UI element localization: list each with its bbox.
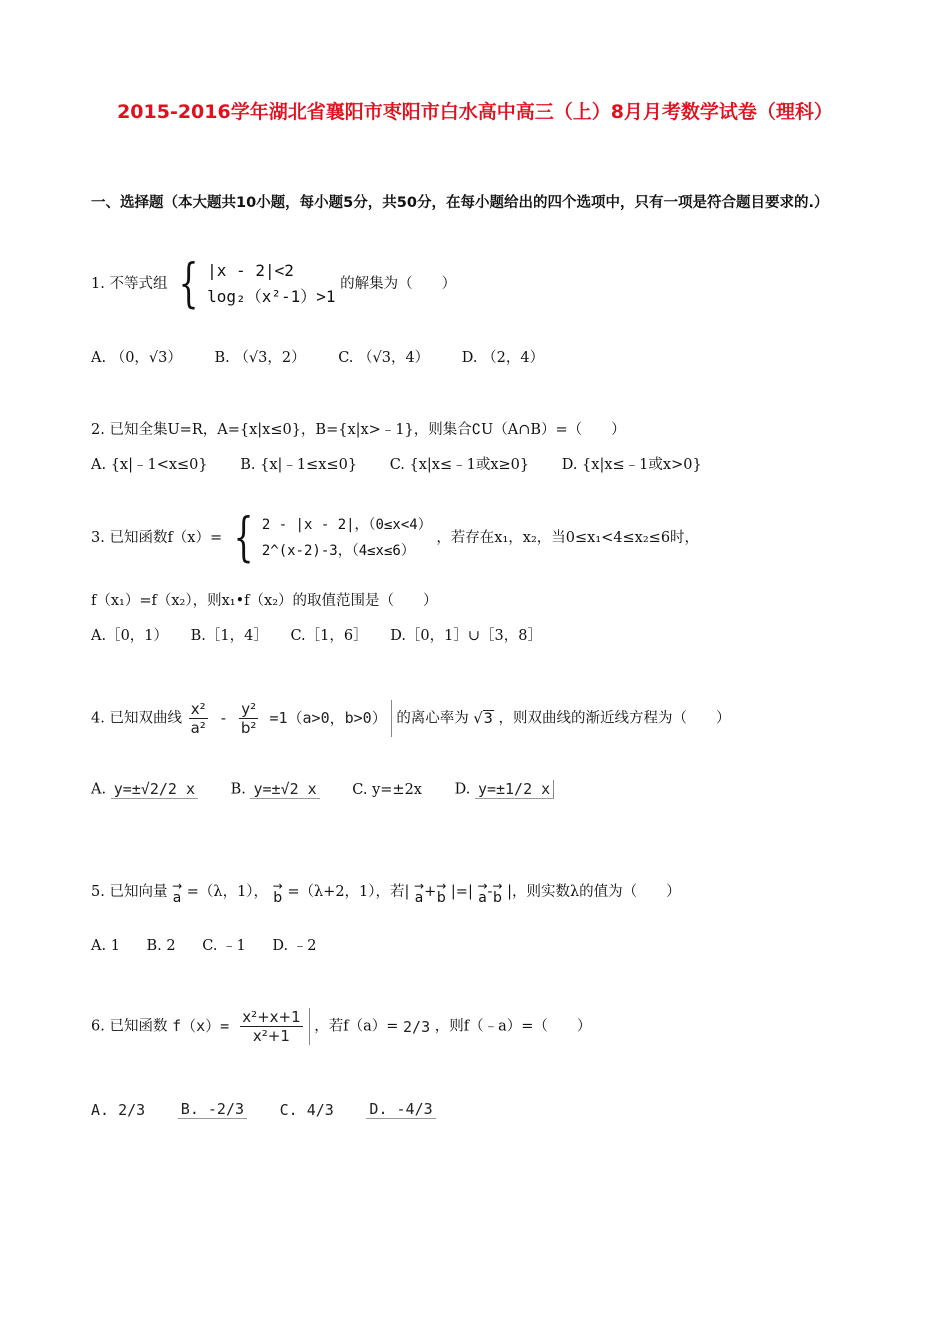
q1-option-a: A. （0，√3） <box>91 350 182 366</box>
q3-line2: f（x₁）=f（x₂），则x₁•f（x₂）的取值范围是（ ） <box>91 593 438 609</box>
q3-option-b: B.［1，4］ <box>190 628 268 644</box>
q1-option-b: B. （√3，2） <box>214 350 306 366</box>
q5-b-def: =（λ+2，1），若| <box>287 884 410 900</box>
q5-option-d: D. ﹣2 <box>272 938 317 954</box>
q2-option-b: B. {x|﹣1≤x≤0} <box>240 457 358 473</box>
q4-option-d-label: D. <box>454 781 471 798</box>
q6-option-c: C. 4/3 <box>279 1100 334 1119</box>
q4-option-c: C. y=±2x <box>352 781 422 798</box>
question-2: 2. 已知全集U=R，A={x|x≤0}，B={x|x>﹣1}，则集合∁U（A∩B）=（ ） <box>91 422 626 438</box>
q3-option-a: A.［0，1） <box>91 628 169 644</box>
q4-mid: 的离心率为 <box>396 710 469 727</box>
q2-option-a: A. {x|﹣1<x≤0} <box>91 457 208 473</box>
q2-option-d: D. {x|x≤﹣1或x>0} <box>561 457 702 473</box>
vector-b-icon: → b <box>436 879 447 906</box>
q2-option-c: C. {x|x≤﹣1或x≥0} <box>389 457 530 473</box>
q3-option-d: D.［0，1］∪［3，8］ <box>390 628 542 644</box>
q3-piecewise <box>227 508 432 568</box>
section-heading: 一、选择题（本大题共10小题，每小题5分，共50分，在每小题给出的四个选项中，只有一项是符合题目要求的.） <box>91 195 829 211</box>
q5-option-c: C. ﹣1 <box>202 938 246 954</box>
left-brace-icon: { <box>233 508 254 568</box>
question-5: 5. 已知向量 → a =（λ，1）， → b =（λ+2，1），若| → a + → b |=| → a - → b |，则实数λ的值为（ ） <box>91 879 681 906</box>
q5-a-def: =（λ，1）， <box>186 884 269 900</box>
q5-suffix: |，则实数λ的值为（ ） <box>507 884 681 900</box>
left-brace-icon: { <box>178 254 199 314</box>
q5-option-b: B. 2 <box>146 938 176 954</box>
exam-title: 2015-2016学年湖北省襄阳市枣阳市白水高中高三（上）8月月考数学试卷（理科） <box>117 101 833 123</box>
q1-row1: |x - 2|<2 <box>207 261 294 280</box>
q4-options <box>91 780 554 799</box>
q4-prefix: 4. 已知双曲线 <box>91 710 182 727</box>
q5-options <box>91 934 344 955</box>
q6-prefix: 6. 已知函数 <box>91 1018 168 1035</box>
q6-value: 2/3 <box>403 1017 431 1036</box>
q3-options <box>91 624 570 645</box>
question-4 <box>91 700 731 737</box>
q1-suffix: 的解集为（ ） <box>340 276 457 292</box>
q4-option-d: y=±1/2 x <box>475 780 554 799</box>
q4-ecc: √3 <box>473 710 493 727</box>
vector-a-icon: → a <box>172 879 183 906</box>
question-3 <box>91 508 700 568</box>
q6-option-d: D. -4/3 <box>366 1100 435 1119</box>
vector-b-icon: → b <box>272 879 283 906</box>
q4-eq-cond: =1（a>0，b>0） <box>269 709 387 727</box>
vector-a-icon: → a <box>477 879 488 906</box>
q1-system <box>172 254 336 314</box>
q5-eq: |=| <box>450 884 473 900</box>
q6-option-a: A. 2/3 <box>91 1100 146 1119</box>
q4-hyperbola-eq: $\frac{\text{x²}}{\text{a²}}$ - $\frac{\text{y²}}{\text{b²}}$ =1（a>0，b>0） <box>187 700 392 737</box>
question-1 <box>91 254 457 314</box>
q6-options <box>91 1100 464 1119</box>
q6-suffix: ，则f（﹣a）=（ ） <box>434 1018 592 1035</box>
q1-option-d: D. （2，4） <box>461 350 545 366</box>
question-6 <box>91 1008 591 1045</box>
q1-options <box>91 346 572 367</box>
q1-row2: log₂（x²-1）>1 <box>207 287 336 306</box>
q6-option-b: B. -2/3 <box>178 1100 247 1119</box>
q3-prefix: 3. 已知函数f（x）= <box>91 530 223 546</box>
vector-b-icon: → b <box>492 879 503 906</box>
q2-options <box>91 453 730 474</box>
q4-option-b-label: B. <box>230 781 246 798</box>
q5-prefix: 5. 已知向量 <box>91 884 168 900</box>
q4-option-a: y=±√2/2 x <box>111 780 198 799</box>
vector-a-icon: → a <box>414 879 425 906</box>
q6-function: f（x）= $\frac{\text{x²+x+1}}{\text{x²+1}}$ <box>172 1008 310 1045</box>
q1-option-c: C. （√3，4） <box>338 350 430 366</box>
q5-option-a: A. 1 <box>91 938 120 954</box>
q3-suffix: ，若存在x₁，x₂，当0≤x₁<4≤x₂≤6时， <box>436 530 700 546</box>
q4-option-b: y=±√2 x <box>250 780 319 799</box>
q3-option-c: C.［1，6］ <box>290 628 368 644</box>
q3-row1: 2 - |x - 2|，（0≤x<4） <box>261 517 432 533</box>
q3-row2: 2^(x-2)-3，（4≤x≤6） <box>261 543 415 559</box>
q1-prefix: 1. 不等式组 <box>91 276 168 292</box>
q4-option-a-label: A. <box>91 781 107 798</box>
q4-suffix: ，则双曲线的渐近线方程为（ ） <box>498 710 731 727</box>
q6-mid: ，若f（a）= <box>314 1018 399 1035</box>
